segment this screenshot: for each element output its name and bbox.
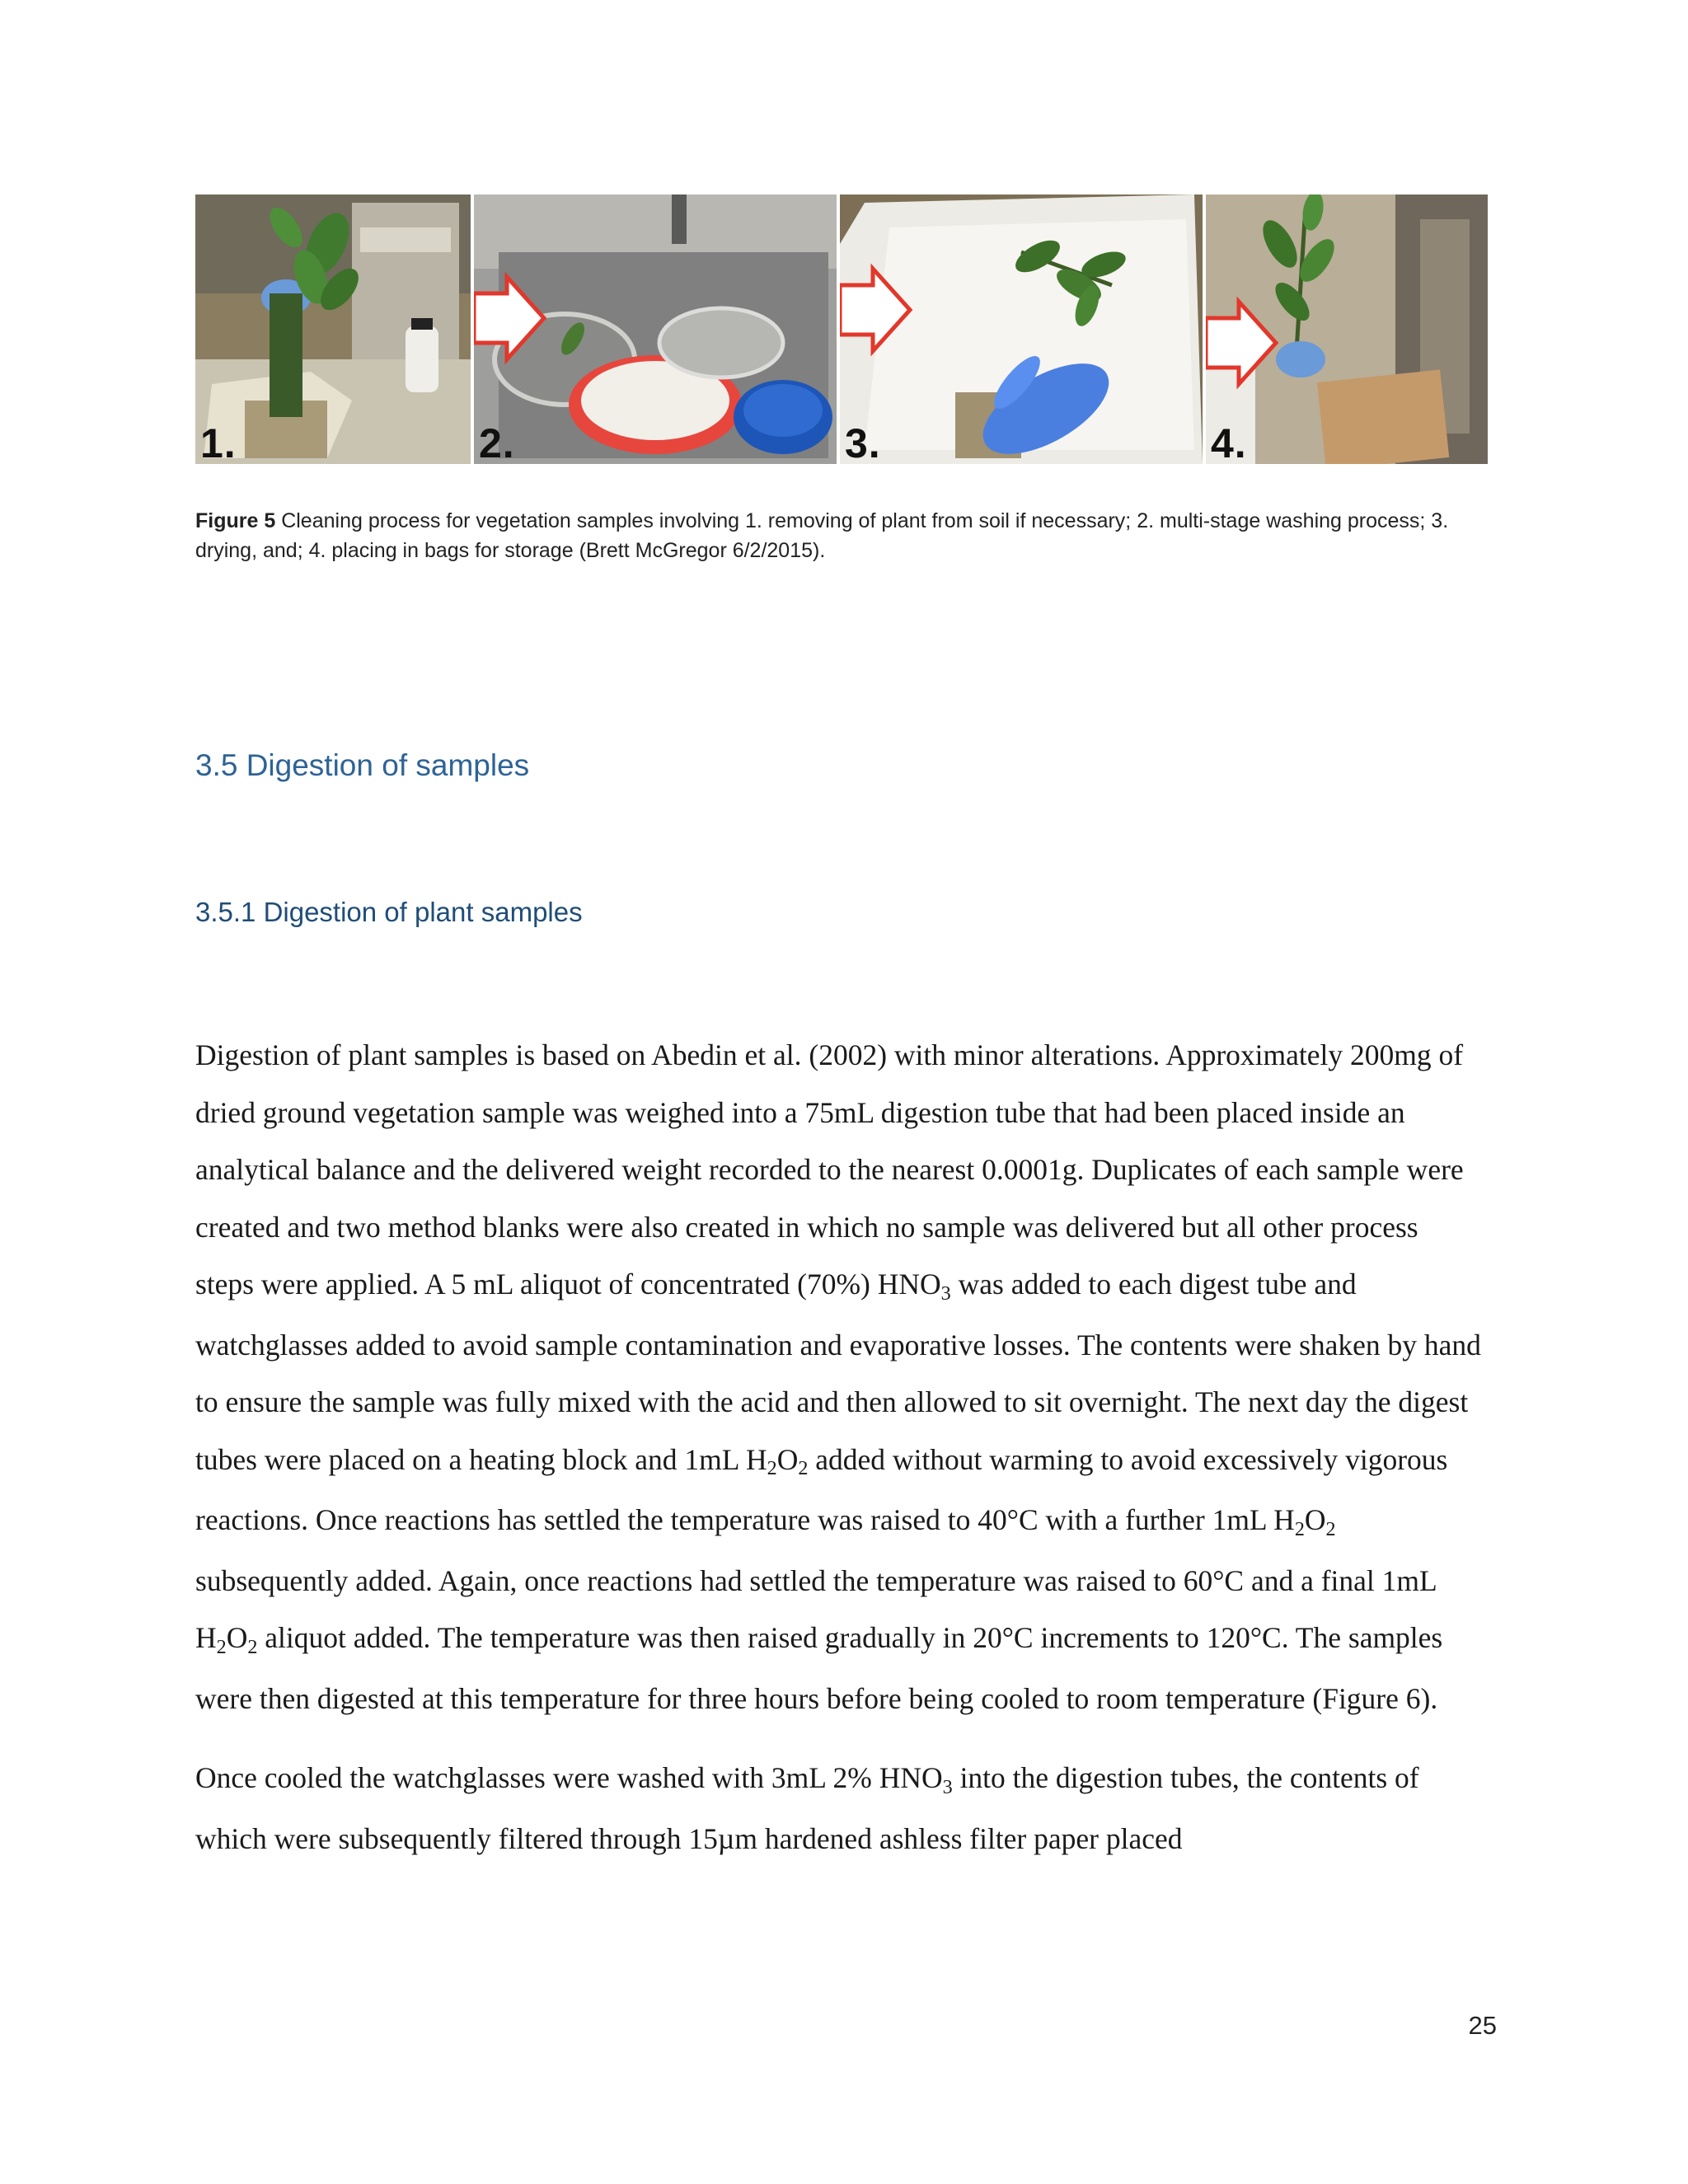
paragraph-filtering [195, 1750, 1481, 1868]
p2-text-a: Once cooled the watchglasses were washed with 3mL 2% HNO [195, 1761, 943, 1794]
page-number: 25 [1468, 2011, 1497, 2040]
p1-sub-b1: 2 [767, 1457, 777, 1480]
p1-sub-a: 3 [940, 1282, 951, 1305]
figure-caption-label: Figure 5 [195, 509, 276, 532]
p1-sub-b2: 2 [798, 1457, 809, 1480]
p1-sub-c2: 2 [1325, 1517, 1336, 1540]
p1-sub-d2: 2 [247, 1635, 258, 1658]
photo-panel-3-drying [840, 194, 1203, 464]
p1-text-c: added without warming to avoid excessively vigorous reactions. Once reactions has settled the temperature was raised to 40°C with a further 1mL H [195, 1442, 1448, 1536]
p1-sub-d1: 2 [216, 1635, 227, 1658]
figure-5-photo-strip [195, 194, 1488, 464]
p1-sub-c1: 2 [1294, 1517, 1305, 1540]
panel-number-4: 4. [1211, 420, 1247, 464]
p1-text-d2: O [226, 1621, 248, 1654]
p2-sub-a: 3 [942, 1775, 953, 1798]
photo-2-image [474, 194, 837, 464]
photo-panel-2-washing [474, 194, 837, 464]
p1-text-c2: O [1304, 1503, 1326, 1536]
panel-number-2: 2. [479, 420, 515, 464]
paragraph-digestion-procedure [195, 1027, 1481, 1727]
p1-text-a: Digestion of plant samples is based on Abedin et al. (2002) with minor alterations. Approximately 200mg of dried ground vegetation sample was weighed into a 75mL digestion tube that had been placed inside an analytical balance and the delivered weight recorded to the nearest 0.0001g. Duplicates of each sample were created and two method blanks were also created in which no sample was delivered but all other process steps were applied. A 5 mL aliquot of concentrated (70%) HNO [195, 1038, 1464, 1301]
p1-text-d: subsequently added. Again, once reactions had settled the temperature was raised to 60°C and a final 1mL H [195, 1563, 1437, 1654]
photo-1-image [195, 194, 471, 464]
panel-number-1: 1. [200, 420, 237, 464]
p2-text-b: into the digestion tubes, the contents of which were subsequently filtered through 15µm hardened ashless filter paper placed [195, 1761, 1419, 1855]
section-heading: 3.5 Digestion of samples [195, 748, 530, 782]
figure-caption [195, 506, 1481, 565]
figure-caption-text: Cleaning process for vegetation samples involving 1. removing of plant from soil if necessary; 2. multi-stage washing process; 3. drying, and; 4. placing in bags for storage (Brett McGregor 6/2/2015). [195, 509, 1449, 562]
body-text [195, 1027, 1481, 1868]
photo-4-image [1206, 194, 1488, 464]
photo-panel-4-bagging [1206, 194, 1488, 464]
photo-panel-1-removing-plant [195, 194, 471, 464]
panel-number-3: 3. [845, 420, 881, 464]
subsection-heading: 3.5.1 Digestion of plant samples [195, 897, 583, 927]
p1-text-b2: O [776, 1442, 799, 1476]
photo-3-image [840, 194, 1203, 464]
p1-text-b: was added to each digest tube and watchglasses added to avoid sample contamination and evaporative losses. The contents were shaken by hand to ensure the sample was fully mixed with the acid and then allowed to sit overnight. The next day the digest tubes were placed on a heating block and 1mL H [195, 1268, 1481, 1476]
p1-text-e: aliquot added. The temperature was then raised gradually in 20°C increments to 120°C. The samples were then digested at this temperature for three hours before being cooled to room temperature (Figure 6). [195, 1621, 1443, 1715]
